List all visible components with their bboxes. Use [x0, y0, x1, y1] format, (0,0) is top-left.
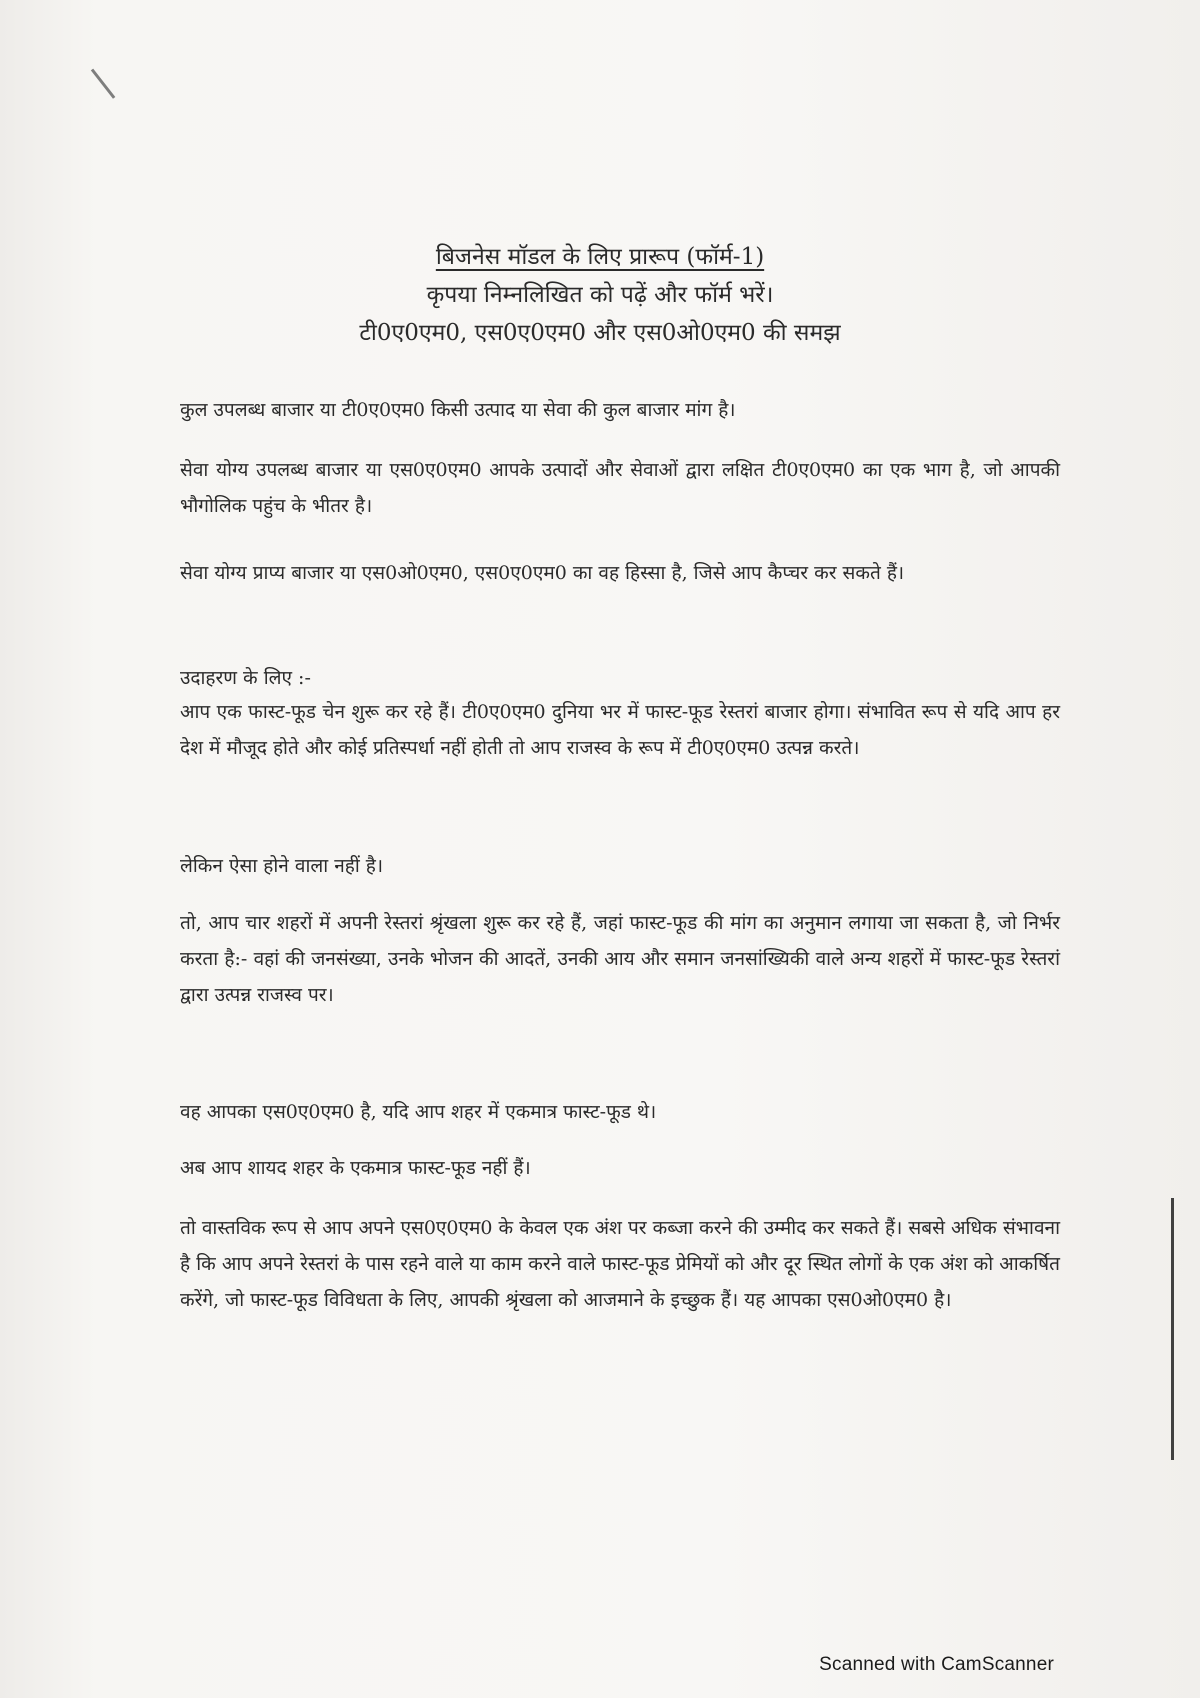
paragraph-not-only-one: अब आप शायद शहर के एकमात्र फास्ट-फूड नहीं हैं।	[180, 1157, 531, 1179]
paragraph-not-happening: लेकिन ऐसा होने वाला नहीं है।	[180, 855, 384, 877]
title-line-1	[0, 238, 1200, 276]
pen-mark	[91, 69, 116, 99]
paragraph-example-heading: उदाहरण के लिए :-	[180, 667, 311, 689]
paragraph-example-sam: तो, आप चार शहरों में अपनी रेस्तरां श्रृंखला शुरू कर रहे हैं, जहां फास्ट-फूड की मांग का अनुमान लगाया जा सकता है, जो निर्भर करता है:- वहां की जनसंख्या, उनके भोजन की आदतें, उनकी आय और समान जनसांख्यिकी वाले अन्य शहरों में फास्ट-फूड रेस्तरां द्वारा उत्पन्न राजस्व पर।	[180, 912, 1060, 1006]
camscanner-watermark: Scanned with CamScanner	[819, 1654, 1054, 1675]
title-line-2: कृपया निम्नलिखित को पढ़ें और फॉर्म भरें।	[426, 282, 774, 308]
paragraph-tam-definition: कुल उपलब्ध बाजार या टी0ए0एम0 किसी उत्पाद या सेवा की कुल बाजार मांग है।	[180, 399, 736, 421]
paragraph-sam-summary: वह आपका एस0ए0एम0 है, यदि आप शहर में एकमात्र फास्ट-फूड थे।	[180, 1101, 657, 1123]
title-line-3: टी0ए0एम0, एस0ए0एम0 और एस0ओ0एम0 की समझ	[359, 320, 841, 346]
paragraph-example-tam: आप एक फास्ट-फूड चेन शुरू कर रहे हैं। टी0ए0एम0 दुनिया भर में फास्ट-फूड रेस्तरां बाजार होगा। संभावित रूप से यदि आप हर देश में मौजूद होते और कोई प्रतिस्पर्धा नहीं होती तो आप राजस्व के रूप में टी0ए0एम0 उत्पन्न करते।	[180, 701, 1060, 759]
paragraph-example-som: तो वास्तविक रूप से आप अपने एस0ए0एम0 के केवल एक अंश पर कब्जा करने की उम्मीद कर सकते हैं। सबसे अधिक संभावना है कि आप अपने रेस्तरां के पास रहने वाले या काम करने वाले फास्ट-फूड प्रेमियों को और दूर स्थित लोगों के एक अंश को आकर्षित करेंगे, जो फास्ट-फूड विविधता के लिए, आपकी श्रृंखला को आजमाने के इच्छुक हैं। यह आपका एस0ओ0एम0 है।	[180, 1217, 1060, 1311]
document-header	[0, 238, 1200, 352]
document-title: बिजनेस मॉडल के लिए प्रारूप (फॉर्म-1)	[435, 244, 765, 270]
paragraph-som-definition: सेवा योग्य प्राप्य बाजार या एस0ओ0एम0, एस0ए0एम0 का वह हिस्सा है, जिसे आप कैप्चर कर सकते हैं।	[180, 562, 905, 584]
paragraph-sam-definition: सेवा योग्य उपलब्ध बाजार या एस0ए0एम0 आपके उत्पादों और सेवाओं द्वारा लक्षित टी0ए0एम0 का एक भाग है, जो आपकी भौगोलिक पहुंच के भीतर है।	[180, 459, 1060, 517]
margin-line	[1171, 1198, 1174, 1460]
